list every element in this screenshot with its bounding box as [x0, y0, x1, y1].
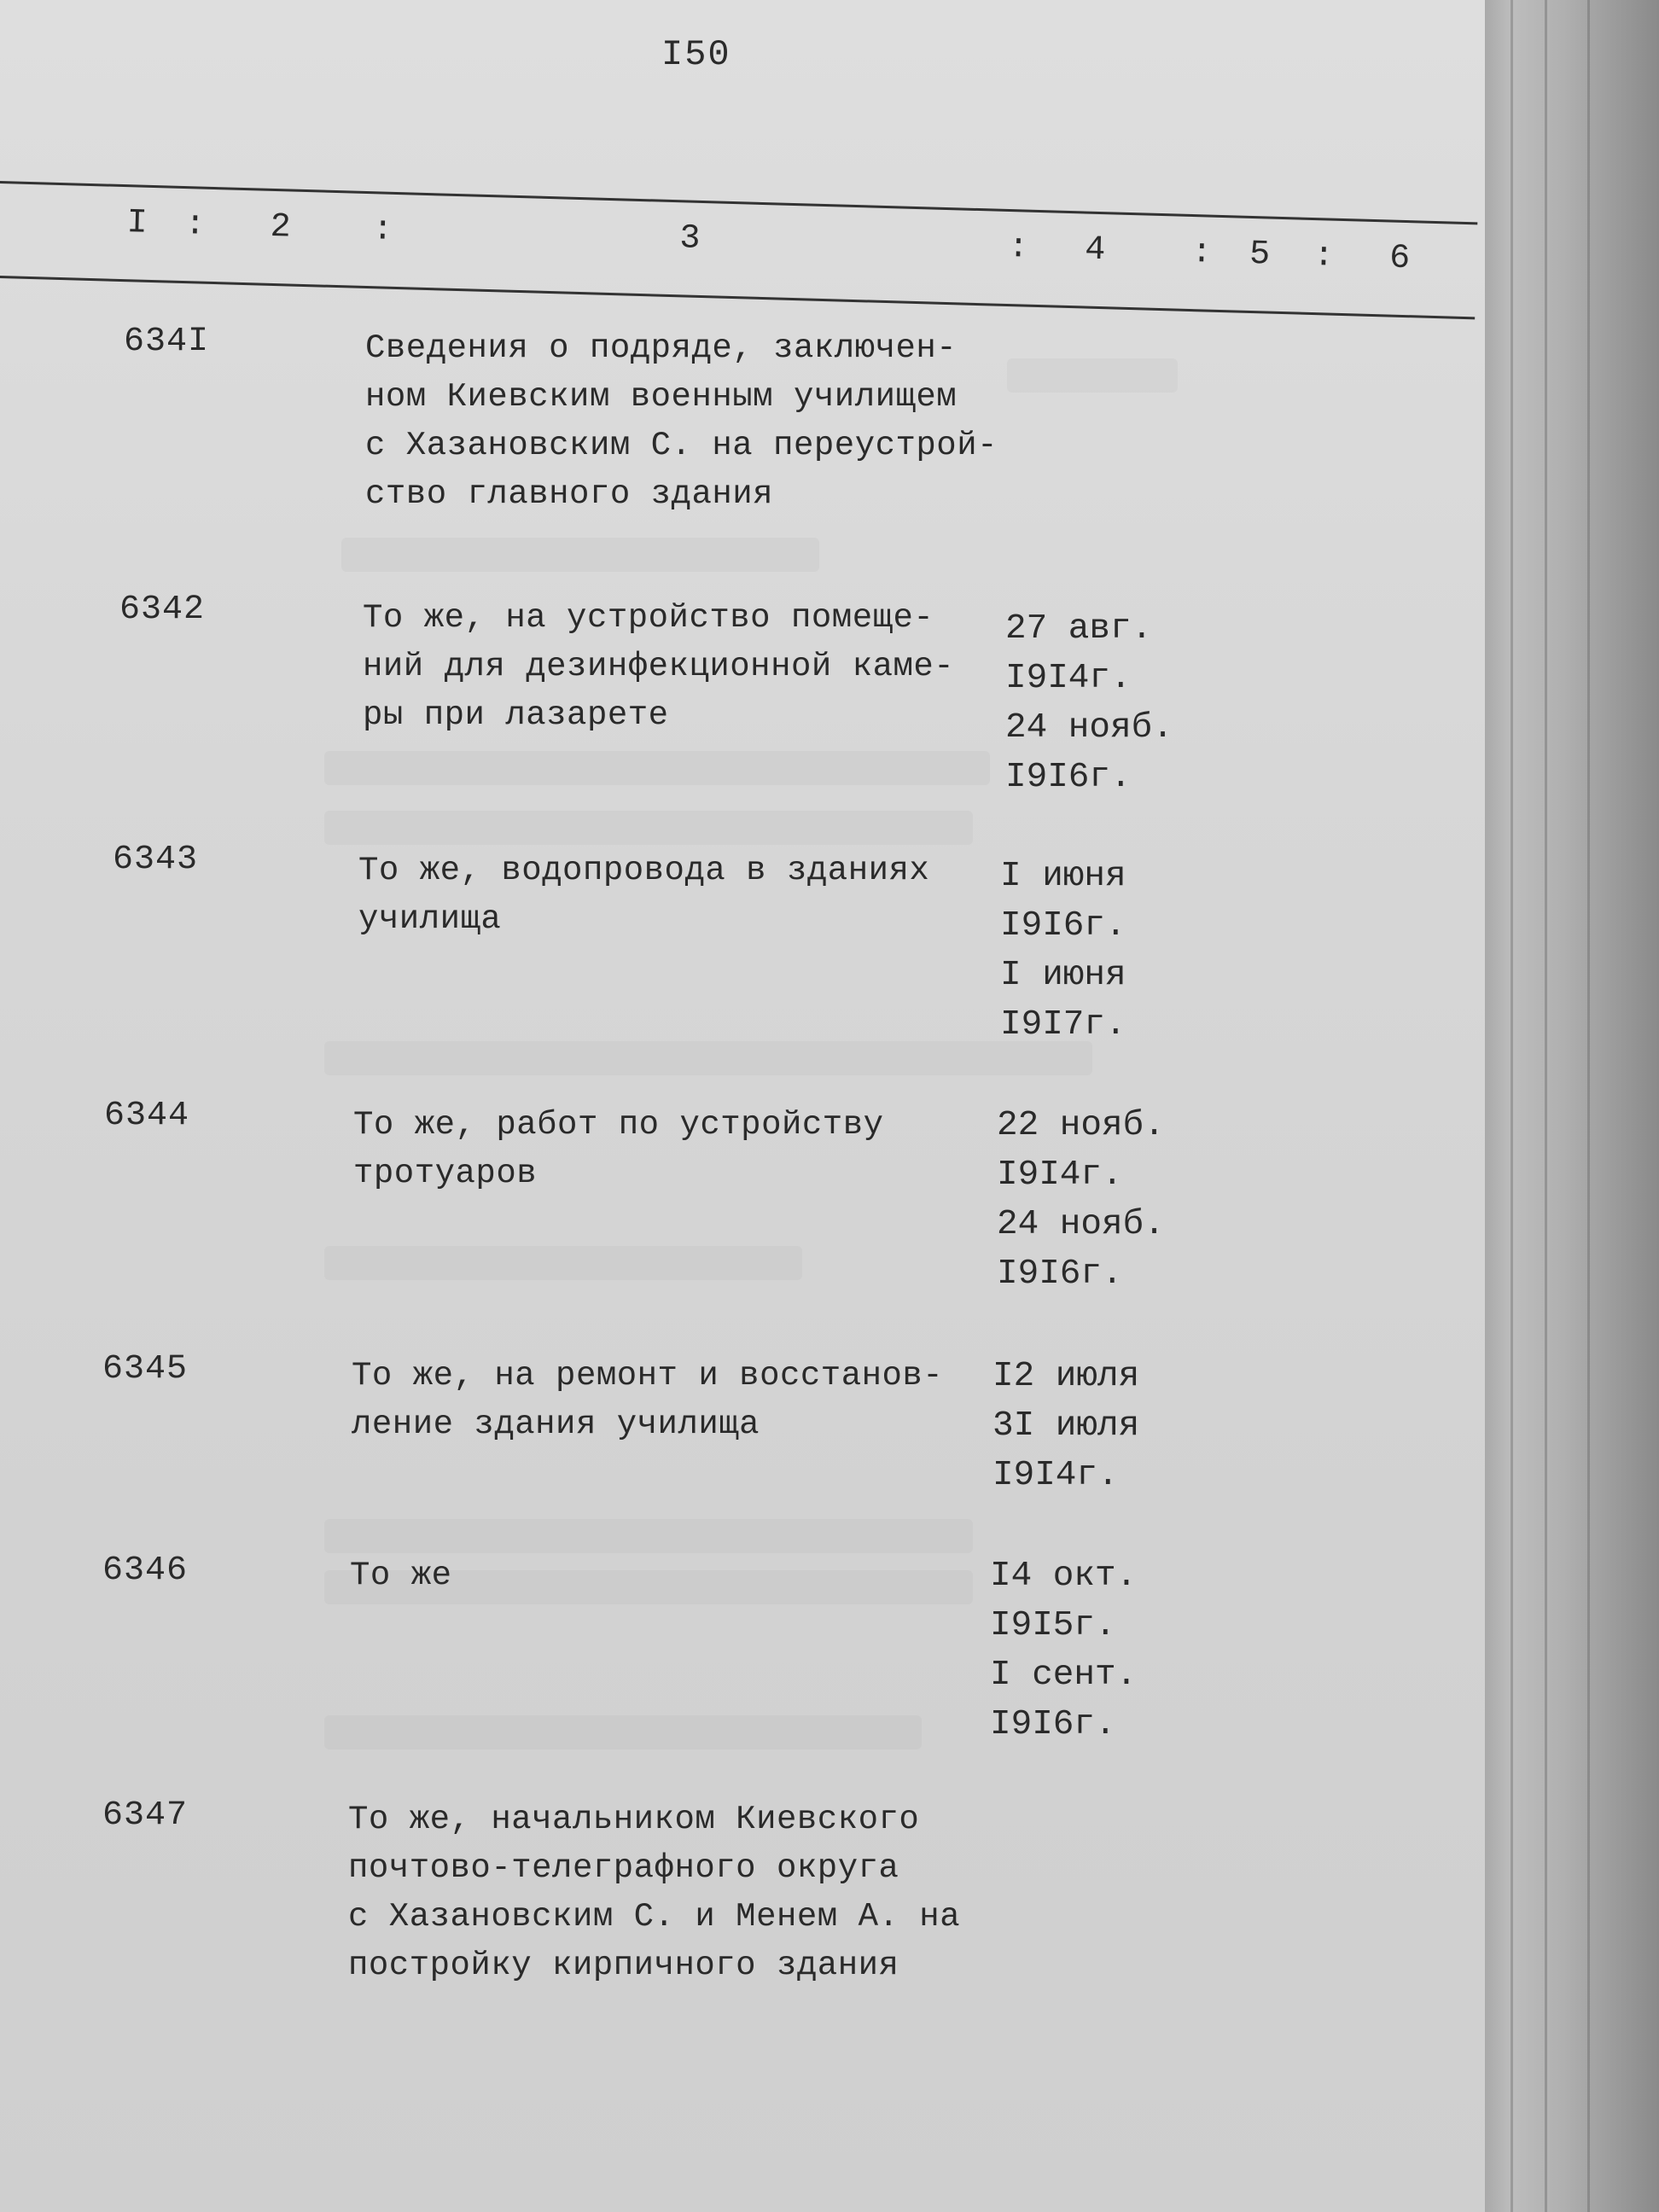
entry-number: 6344 — [104, 1097, 190, 1135]
date-line: I сент. — [990, 1656, 1138, 1695]
date-line: I июня — [1000, 956, 1126, 995]
column-separator: : — [1190, 234, 1213, 273]
entry-description — [363, 594, 1011, 740]
date-line: I9I7г. — [1000, 1005, 1126, 1045]
column-header-4: 4 — [1084, 230, 1106, 271]
description-line: постройку кирпичного здания — [348, 1947, 899, 1984]
date-line: 24 нояб. — [997, 1205, 1165, 1244]
date-line: I2 июля — [992, 1357, 1140, 1396]
entry-number: 6346 — [102, 1551, 189, 1590]
description-line: тротуаров — [353, 1155, 538, 1192]
column-header-6: 6 — [1388, 239, 1411, 279]
entry-description — [350, 1551, 998, 1600]
date-line: 22 нояб. — [997, 1106, 1165, 1145]
bleed-through-mark — [324, 1041, 1092, 1075]
column-separator: : — [371, 211, 394, 250]
entry-dates — [997, 1101, 1165, 1299]
column-separator: : — [1007, 229, 1029, 268]
entry-description — [348, 1796, 997, 1990]
bleed-through-mark — [324, 1519, 973, 1553]
date-line: I июня — [1000, 857, 1126, 896]
column-header-5: 5 — [1249, 235, 1271, 275]
bleed-through-mark — [324, 751, 990, 785]
description-line: То же, водопровода в зданиях — [358, 852, 930, 889]
entry-number: 6347 — [102, 1796, 189, 1835]
entry-dates — [1005, 604, 1173, 802]
date-line: I9I4г. — [992, 1456, 1119, 1495]
column-separator: : — [184, 206, 207, 245]
description-line: Сведения о подряде, заключен- — [365, 329, 958, 367]
page-edge-line — [1545, 0, 1547, 2212]
entry-number: 6345 — [102, 1350, 189, 1388]
description-line: То же, на ремонт и восстанов- — [352, 1357, 944, 1394]
date-line: I4 окт. — [990, 1557, 1138, 1596]
description-line: То же, начальником Киевского — [348, 1801, 920, 1838]
entry-dates — [990, 1551, 1137, 1749]
bleed-through-mark — [1007, 358, 1178, 393]
date-line: 3I июля — [992, 1406, 1140, 1446]
entry-description — [352, 1352, 1000, 1449]
description-line: с Хазановским С. и Менем А. на — [348, 1898, 961, 1936]
description-line: с Хазановским С. на переустрой- — [365, 427, 998, 464]
page-edge-line — [1511, 0, 1513, 2212]
description-line: ний для дезинфекционной каме- — [363, 648, 955, 685]
description-line: То же — [350, 1557, 452, 1594]
entry-number: 634I — [124, 323, 210, 361]
date-line: I9I6г. — [1005, 758, 1132, 797]
bleed-through-mark — [324, 1246, 802, 1280]
bleed-through-mark — [341, 538, 819, 572]
column-header-1: I — [126, 204, 148, 243]
entry-description — [365, 324, 1014, 519]
date-line: I9I5г. — [990, 1606, 1116, 1645]
bleed-through-mark — [324, 1715, 922, 1749]
description-line: ство главного здания — [365, 475, 774, 513]
bleed-through-mark — [324, 811, 973, 845]
date-line: I9I4г. — [997, 1155, 1123, 1195]
date-line: I9I6г. — [1000, 906, 1126, 946]
description-line: почтово-телеграфного округа — [348, 1849, 899, 1887]
column-header-2: 2 — [269, 207, 292, 247]
entry-description — [353, 1101, 1002, 1198]
entry-number: 6342 — [119, 591, 206, 629]
entry-dates — [1000, 852, 1126, 1050]
date-line: 24 нояб. — [1005, 708, 1173, 748]
column-header-row — [0, 181, 1477, 319]
column-separator: : — [1313, 237, 1335, 276]
page-number: I50 — [661, 34, 731, 75]
date-line: I9I6г. — [990, 1705, 1116, 1744]
date-line: 27 авг. — [1005, 609, 1153, 649]
page-edge-line — [1587, 0, 1590, 2212]
entry-number: 6343 — [113, 841, 199, 879]
date-line: I9I6г. — [997, 1254, 1123, 1294]
date-line: I9I4г. — [1005, 659, 1132, 698]
description-line: училища — [358, 900, 502, 938]
entry-description — [358, 847, 1007, 944]
description-line: То же, работ по устройству — [353, 1106, 884, 1144]
description-line: ры при лазарете — [363, 696, 669, 734]
description-line: ном Киевским военным училищем — [365, 378, 958, 416]
description-line: ление здания училища — [352, 1406, 760, 1443]
description-line: То же, на устройство помеще- — [363, 599, 934, 637]
entry-dates — [992, 1352, 1139, 1500]
underlying-pages-edge — [1485, 0, 1659, 2212]
column-header-3: 3 — [678, 219, 701, 259]
